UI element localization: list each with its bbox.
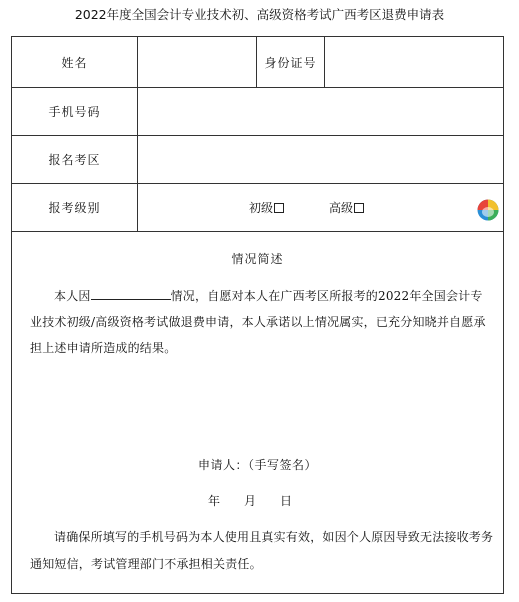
notice-text <box>30 524 496 578</box>
date-month: 月 <box>244 494 257 508</box>
reason-blank[interactable] <box>91 287 171 300</box>
applicant-signature-label: 申请人：（手写签名） <box>197 458 317 472</box>
level-option-junior[interactable] <box>249 184 284 231</box>
row-divider <box>12 231 503 232</box>
checkbox[interactable] <box>354 203 364 213</box>
name-field[interactable] <box>138 37 256 87</box>
colorful-circle-logo-icon <box>477 199 499 221</box>
checkbox[interactable] <box>274 203 284 213</box>
statement-text <box>30 283 492 361</box>
exam-area-field[interactable] <box>138 136 503 183</box>
exam-area-label: 报名考区 <box>48 153 101 167</box>
id-number-field[interactable] <box>325 37 503 87</box>
level-option-senior[interactable] <box>329 184 364 231</box>
document-title: 2022年度全国会计专业技术初、高级资格考试广西考区退费申请表 <box>74 7 445 22</box>
id-number-label: 身份证号 <box>264 55 317 70</box>
date-year: 年 <box>208 494 221 508</box>
statement-part1: 本人因 <box>54 289 91 303</box>
statement-heading: 情况简述 <box>231 252 284 266</box>
date-row <box>208 492 292 509</box>
date-day: 日 <box>280 494 293 508</box>
level-option-label: 高级 <box>329 201 354 215</box>
phone-field[interactable] <box>138 88 503 135</box>
statement-part2: 情况，自愿对本人在广西考区所报考的2022年全国会计专业技术初级/高级资格考试做退费申请，本人承诺以上情况属实，已充分知晓并自愿承担上述申请所造成的结果。 <box>30 289 486 355</box>
notice-body: 请确保所填写的手机号码为本人使用且真实有效，如因个人原因导致无法接收考务通知短信，考试管理部门不承担相关责任。 <box>30 530 494 571</box>
name-label: 姓名 <box>61 55 88 70</box>
exam-level-label: 报考级别 <box>48 201 101 215</box>
refund-application-form <box>11 36 504 594</box>
level-option-label: 初级 <box>249 201 274 215</box>
phone-label: 手机号码 <box>48 105 101 119</box>
